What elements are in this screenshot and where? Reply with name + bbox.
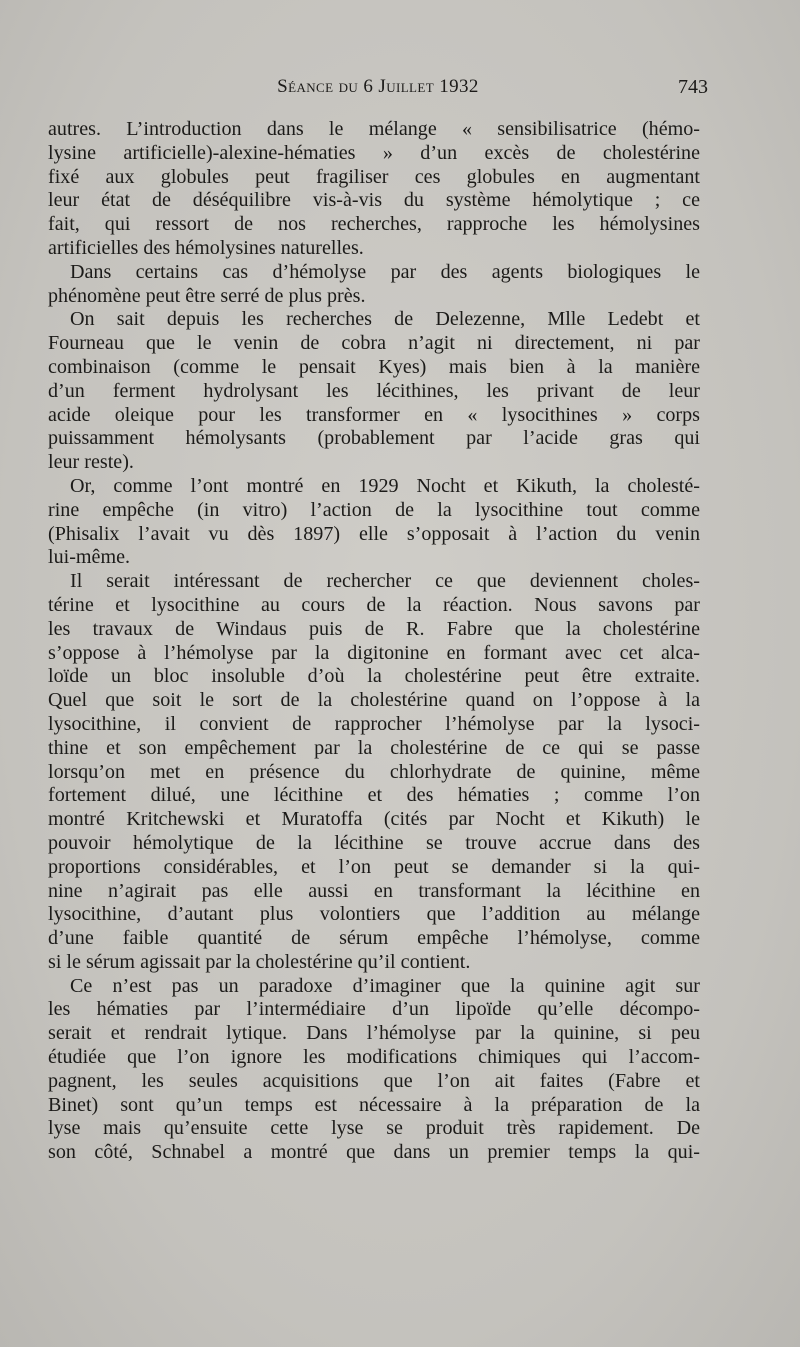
text-line: loïde un bloc insoluble d’où la cholestérine peut être extraite.: [48, 665, 700, 688]
text-line: combinaison (comme le pensait Kyes) mais bien à la manière: [48, 355, 700, 378]
text-line: son côté, Schnabel a montré que dans un premier temps la qui-: [48, 1141, 700, 1164]
text-line: lorsqu’on met en présence du chlorhydrate de quinine, même: [48, 760, 700, 783]
text-line: On sait depuis les recherches de Delezenne, Mlle Ledebt et: [70, 308, 700, 331]
text-line: d’un ferment hydrolysant les lécithines, les privant de leur: [48, 379, 700, 402]
text-line: Binet) sont qu’un temps est nécessaire à la préparation de la: [48, 1093, 700, 1116]
text-line: leur état de déséquilibre vis-à-vis du système hémolytique ; ce: [48, 189, 700, 212]
text-line: fait, qui ressort de nos recherches, rapproche les hémolysines: [48, 213, 700, 236]
text-line: térine et lysocithine au cours de la réaction. Nous savons par: [48, 593, 700, 616]
text-line: acide oleique pour les transformer en « lysocithines » corps: [48, 403, 700, 426]
text-line: proportions considérables, et l’on peut se demander si la qui-: [48, 855, 700, 878]
text-line: les hématies par l’intermédiaire d’un lipoïde qu’elle décompo-: [48, 998, 700, 1021]
text-line: fortement dilué, une lécithine et des hématies ; comme l’on: [48, 784, 700, 807]
text-line: lysocithine, d’autant plus volontiers que l’addition au mélange: [48, 903, 700, 926]
text-line: lui-même.: [48, 546, 131, 569]
text-line: Quel que soit le sort de la cholestérine quand on l’oppose à la: [48, 689, 700, 712]
text-line: pouvoir hémolytique de la lécithine se trouve accrue dans des: [48, 831, 700, 854]
text-line: artificielles des hémolysines naturelles.: [48, 236, 364, 259]
text-line: étudiée que l’on ignore les modifications chimiques qui l’accom-: [48, 1046, 700, 1069]
body-text: [48, 118, 700, 1165]
text-line: s’oppose à l’hémolyse par la digitonine en formant avec cet alca-: [48, 641, 700, 664]
text-line: phénomène peut être serré de plus près.: [48, 284, 366, 307]
text-line: montré Kritchewski et Muratoffa (cités par Nocht et Kikuth) le: [48, 808, 700, 831]
text-line: leur reste).: [48, 451, 134, 474]
text-line: Fourneau que le venin de cobra n’agit ni directement, ni par: [48, 332, 700, 355]
text-line: fixé aux globules peut fragiliser ces globules en augmentant: [48, 165, 700, 188]
text-line: si le sérum agissait par la cholestérine qu’il contient.: [48, 950, 471, 973]
text-line: Dans certains cas d’hémolyse par des agents biologiques le: [70, 260, 700, 283]
text-line: lyse mais qu’ensuite cette lyse se produit très rapidement. De: [48, 1117, 700, 1140]
text-line: Or, comme l’ont montré en 1929 Nocht et Kikuth, la cholesté-: [70, 474, 700, 497]
running-head: [48, 76, 708, 106]
text-line: d’une faible quantité de sérum empêche l’hémolyse, comme: [48, 927, 700, 950]
text-line: pagnent, les seules acquisitions que l’on ait faites (Fabre et: [48, 1069, 700, 1092]
text-line: nine n’agirait pas elle aussi en transformant la lécithine en: [48, 879, 700, 902]
text-line: thine et son empêchement par la cholestérine de ce qui se passe: [48, 736, 700, 759]
running-head-title: Séance du 6 Juillet 1932: [277, 76, 479, 97]
text-line: autres. L’introduction dans le mélange « sensibilisatrice (hémo-: [48, 118, 700, 140]
text-line: serait et rendrait lytique. Dans l’hémolyse par la quinine, si peu: [48, 1022, 700, 1045]
page-number: 743: [678, 76, 708, 98]
text-line: lysine artificielle)-alexine-hématies » d’un excès de cholestérine: [48, 141, 700, 164]
text-line: Ce n’est pas un paradoxe d’imaginer que la quinine agit sur: [70, 974, 700, 997]
text-line: lysocithine, il convient de rapprocher l’hémolyse par la lysoci-: [48, 712, 700, 735]
text-line: Il serait intéressant de rechercher ce que deviennent choles-: [70, 570, 700, 593]
text-line: rine empêche (in vitro) l’action de la lysocithine tout comme: [48, 498, 700, 521]
text-line: (Phisalix l’avait vu dès 1897) elle s’opposait à l’action du venin: [48, 522, 700, 545]
text-line: puissamment hémolysants (probablement par l’acide gras qui: [48, 427, 700, 450]
text-line: les travaux de Windaus puis de R. Fabre que la cholestérine: [48, 617, 700, 640]
